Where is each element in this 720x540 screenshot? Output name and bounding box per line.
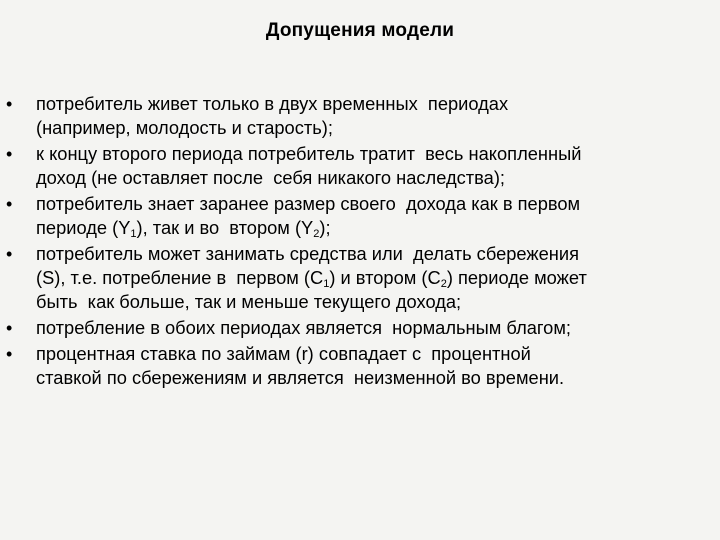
text-segment: потребление в обоих периодах является нормальным благом; [36, 317, 571, 338]
list-item-line [36, 216, 714, 240]
assumptions-list [0, 92, 720, 392]
list-item-line [36, 142, 714, 166]
bullet-icon: • [6, 94, 13, 114]
text-segment: ), так и во втором (Y [136, 217, 314, 238]
list-item [0, 192, 720, 240]
bullet-icon: • [6, 144, 13, 164]
subscript: 2 [313, 228, 320, 240]
text-segment: ) периоде может [446, 267, 587, 288]
list-item-line [36, 192, 714, 216]
subscript: 2 [440, 278, 447, 290]
list-item-line [36, 116, 714, 140]
text-segment: периоде (Y [36, 217, 131, 238]
bullet-icon: • [6, 344, 13, 364]
text-segment: быть как больше, так и меньше текущего дохода; [36, 291, 462, 312]
text-segment: ставкой по сбережениям и является неизменной во времени. [36, 367, 565, 388]
list-item [0, 316, 720, 340]
text-segment: потребитель знает заранее размер своего дохода как в первом [36, 193, 581, 214]
list-item-line [36, 366, 714, 390]
list-item-line [36, 92, 714, 116]
text-segment: потребитель может занимать средства или делать сбережения [36, 243, 579, 264]
bullet-icon: • [6, 244, 13, 264]
text-segment: потребитель живет только в двух временных периодах [36, 93, 509, 114]
text-segment: доход (не оставляет после себя никакого наследства); [36, 167, 505, 188]
text-segment: ); [319, 217, 331, 238]
list-item-line [36, 290, 714, 314]
list-item-line [36, 342, 714, 366]
text-segment: (S), т.е. потребление в первом (C [36, 267, 324, 288]
list-item-line [36, 266, 714, 290]
text-segment: процентная ставка по займам (r) совпадает с процентной [36, 343, 531, 364]
bullet-icon: • [6, 194, 13, 214]
slide-title: Допущения модели [265, 20, 455, 41]
text-segment: к концу второго периода потребитель тратит весь накопленный [36, 143, 582, 164]
text-segment: (например, молодость и старость); [36, 117, 333, 138]
list-item [0, 92, 720, 140]
text-segment: ) и втором (C [329, 267, 441, 288]
subscript: 1 [323, 278, 330, 290]
list-item [0, 242, 720, 314]
list-item-line [36, 166, 714, 190]
list-item [0, 142, 720, 190]
list-item [0, 342, 720, 390]
bullet-icon: • [6, 318, 13, 338]
subscript: 1 [130, 228, 137, 240]
list-item-line [36, 242, 714, 266]
list-item-line [36, 316, 714, 340]
